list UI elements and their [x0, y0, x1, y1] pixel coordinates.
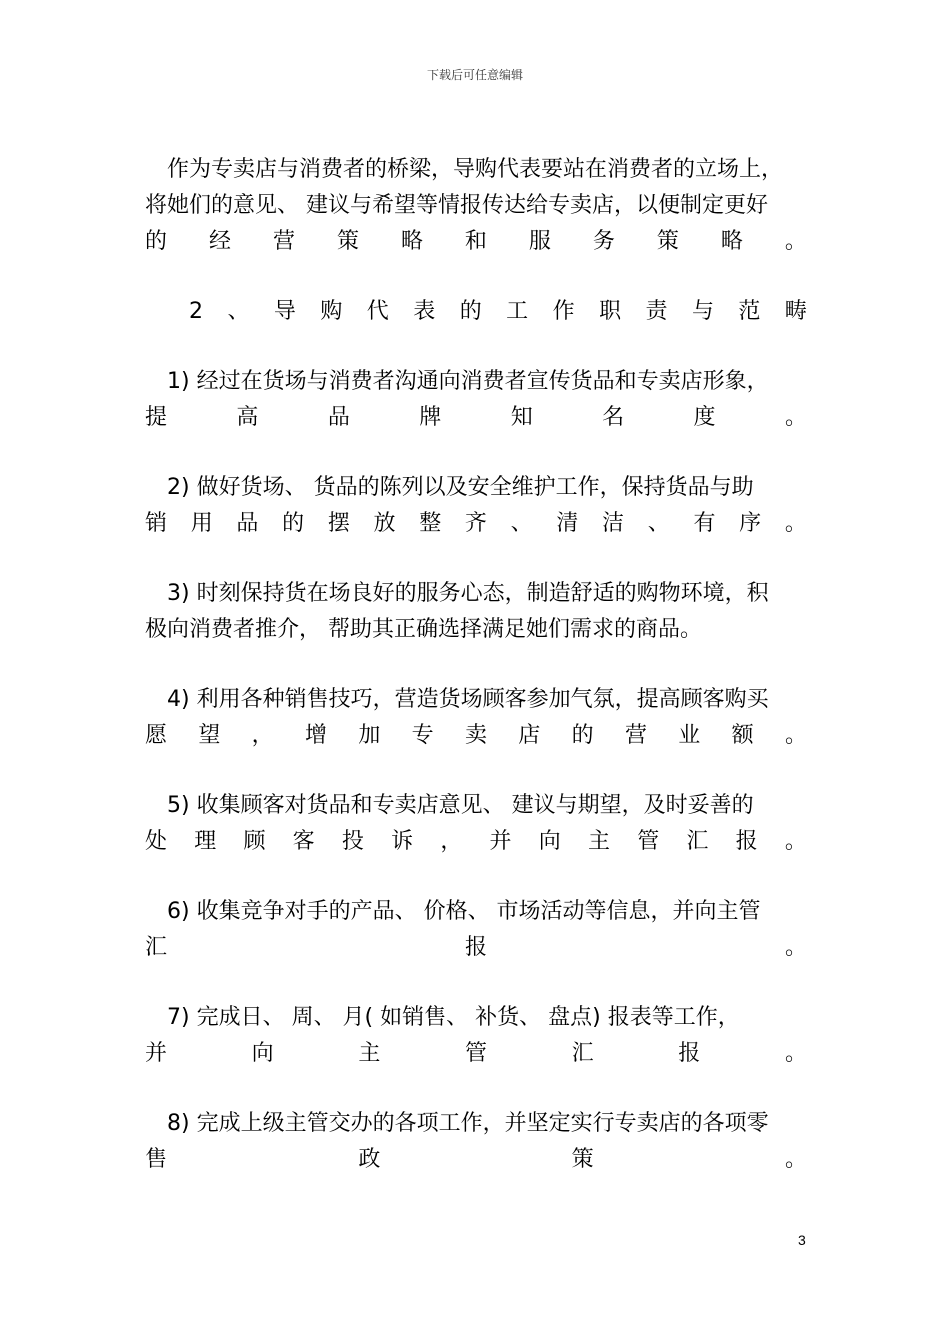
text-char: 策 — [656, 229, 679, 254]
text-char: 、 — [647, 511, 670, 536]
text-char: 主 — [358, 1041, 381, 1066]
list-item-4 — [145, 682, 807, 754]
text-char: 提 — [145, 405, 168, 430]
text-char: 主 — [587, 829, 610, 854]
paragraph-line: 极向消费者推介， 帮助其正确选择满足她们需求的商品。 — [145, 617, 702, 642]
text-char: 。 — [784, 405, 807, 430]
text-char: 额 — [731, 723, 754, 748]
paragraph-line: 将她们的意见、 建议与希望等情报传达给专卖店，以便制定更好 — [145, 193, 768, 218]
text-char: 并 — [145, 1041, 168, 1066]
text-char: 的 — [459, 299, 482, 324]
text-char: 有 — [693, 511, 716, 536]
text-char: 汇 — [571, 1041, 594, 1066]
text-char: 作 — [552, 299, 575, 324]
text-char: 名 — [602, 405, 625, 430]
text-char: 。 — [784, 723, 807, 748]
text-char: 序 — [739, 511, 762, 536]
text-char: 处 — [145, 829, 168, 854]
text-char: 投 — [341, 829, 364, 854]
text-char: 摆 — [327, 511, 350, 536]
text-char: 销 — [145, 511, 168, 536]
text-char: 品 — [327, 405, 350, 430]
text-char: 代 — [366, 299, 389, 324]
paragraph-line — [145, 1036, 807, 1072]
list-item-6 — [145, 894, 807, 966]
text-char: 。 — [784, 1147, 807, 1172]
text-char: 略 — [720, 229, 743, 254]
text-char: 报 — [735, 829, 758, 854]
text-char: 业 — [678, 723, 701, 748]
text-char: 售 — [145, 1147, 168, 1172]
paragraph-line: 6) 收集竞争对手的产品、 价格、 市场活动等信息，并向主管 — [167, 899, 761, 924]
document-body — [145, 152, 807, 1212]
paragraph-line: 1) 经过在货场与消费者沟通向消费者宣传货品和专卖店形象， — [167, 369, 769, 394]
text-char: 度 — [693, 405, 716, 430]
paragraph-line: 作为专卖店与消费者的桥梁，导购代表要站在消费者的立场上， — [167, 157, 784, 182]
text-char: 齐 — [464, 511, 487, 536]
text-char: 报 — [678, 1041, 701, 1066]
text-char: 、 — [510, 511, 533, 536]
text-char: 的 — [571, 723, 594, 748]
text-char: 增 — [304, 723, 327, 748]
heading-line — [145, 294, 807, 330]
text-char: 管 — [637, 829, 660, 854]
text-char: 经 — [208, 229, 231, 254]
text-char: 策 — [336, 229, 359, 254]
text-char: 范 — [738, 299, 761, 324]
text-char: 的 — [145, 229, 168, 254]
text-char: 客 — [292, 829, 315, 854]
paragraph-line — [145, 400, 807, 436]
text-char: 购 — [320, 299, 343, 324]
paragraph-line — [145, 224, 807, 260]
text-char: 策 — [571, 1147, 594, 1172]
paragraph-line: 5) 收集顾客对货品和专卖店意见、 建议与期望，及时妥善的 — [167, 793, 754, 818]
text-char: 工 — [506, 299, 529, 324]
text-char: 报 — [464, 935, 487, 960]
text-char: 理 — [194, 829, 217, 854]
text-char: ， — [440, 829, 463, 854]
text-char: 的 — [282, 511, 305, 536]
text-char: 政 — [358, 1147, 381, 1172]
paragraph-line — [145, 718, 807, 754]
text-char: 放 — [373, 511, 396, 536]
paragraph-line — [145, 930, 807, 966]
text-char: 。 — [784, 1041, 807, 1066]
paragraph-line — [145, 1142, 807, 1178]
paragraph-line: 4) 利用各种销售技巧，营造货场顾客参加气氛，提高顾客购买 — [167, 687, 769, 712]
text-char: 和 — [464, 229, 487, 254]
text-char: 牌 — [419, 405, 442, 430]
text-char: 洁 — [602, 511, 625, 536]
paragraph-line: 3) 时刻保持货在场良好的服务心态，制造舒适的购物环境，积 — [167, 581, 769, 606]
text-char: 2 — [189, 299, 203, 324]
text-char: 高 — [236, 405, 259, 430]
text-char: 向 — [251, 1041, 274, 1066]
text-char: ， — [251, 723, 274, 748]
text-char: 与 — [691, 299, 714, 324]
list-item-5 — [145, 788, 807, 860]
text-char: 责 — [645, 299, 668, 324]
text-char: 。 — [784, 229, 807, 254]
text-char: 。 — [784, 511, 807, 536]
page-header: 下载后可任意编辑 — [426, 68, 523, 82]
text-char: 专 — [411, 723, 434, 748]
list-item-1 — [145, 364, 807, 436]
text-char: 望 — [198, 723, 221, 748]
text-char: 营 — [272, 229, 295, 254]
text-char: 诉 — [391, 829, 414, 854]
text-char: 清 — [556, 511, 579, 536]
text-char: 管 — [464, 1041, 487, 1066]
text-char: 并 — [489, 829, 512, 854]
text-char: 。 — [784, 935, 807, 960]
text-char: 整 — [419, 511, 442, 536]
text-char: 、 — [227, 299, 250, 324]
text-char: 加 — [358, 723, 381, 748]
list-item-7 — [145, 1000, 807, 1072]
paragraph-line — [145, 506, 807, 542]
paragraph-line: 2) 做好货场、 货品的陈列以及安全维护工作，保持货品与助 — [167, 475, 754, 500]
text-char: 服 — [528, 229, 551, 254]
text-char: 顾 — [243, 829, 266, 854]
text-char: 表 — [413, 299, 436, 324]
text-char: 卖 — [464, 723, 487, 748]
text-char: 汇 — [686, 829, 709, 854]
text-char: 略 — [400, 229, 423, 254]
paragraph-line — [145, 824, 807, 860]
paragraph-intro — [145, 152, 807, 260]
list-item-8 — [145, 1106, 807, 1178]
paragraph-line: 8) 完成上级主管交办的各项工作，并坚定实行专卖店的各项零 — [167, 1111, 769, 1136]
text-char: 。 — [784, 829, 807, 854]
page-number: 3 — [798, 1232, 806, 1248]
text-char: 知 — [510, 405, 533, 430]
text-char: 职 — [599, 299, 622, 324]
text-char: 用 — [190, 511, 213, 536]
section-heading — [145, 294, 807, 330]
list-item-3 — [145, 576, 807, 648]
text-char: 愿 — [145, 723, 168, 748]
text-char: 品 — [236, 511, 259, 536]
paragraph-line: 7) 完成日、 周、 月( 如销售、 补货、 盘点) 报表等工作， — [167, 1005, 740, 1030]
text-char: 向 — [538, 829, 561, 854]
text-char: 务 — [592, 229, 615, 254]
text-char: 导 — [273, 299, 296, 324]
text-char: 店 — [518, 723, 541, 748]
list-item-2 — [145, 470, 807, 542]
text-char: 汇 — [145, 935, 168, 960]
text-char: 畴 — [784, 299, 807, 324]
text-char: 营 — [624, 723, 647, 748]
